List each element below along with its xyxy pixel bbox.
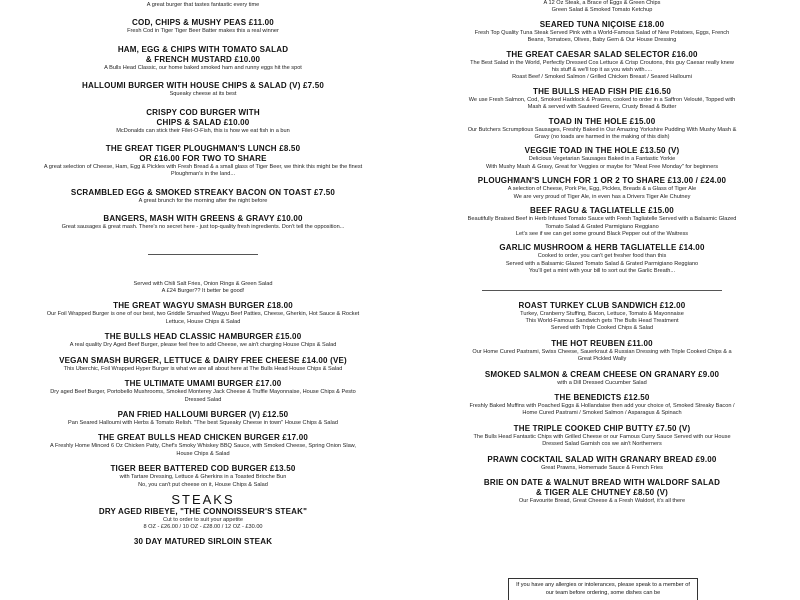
menu-item — [42, 332, 364, 349]
menu-item — [42, 18, 364, 35]
menu-item — [42, 464, 364, 489]
menu-item-description: Squeaky cheese at its best — [169, 91, 237, 98]
left-column — [42, 0, 364, 547]
menu-item-title: THE BULLS HEAD FISH PIE £16.50 — [532, 86, 672, 96]
menu-item-description: A real quality Dry Aged Beef Burger, please feel free to add Cheese, we ain't charging House Chips & Salad — [69, 342, 337, 349]
sandwiches-section — [466, 301, 738, 506]
section-divider — [482, 290, 722, 291]
menu-item-title: SMOKED SALMON & CREAM CHEESE ON GRANARY £9.00 — [484, 369, 720, 379]
menu-item-description: Fresh Cod in Tiger Tiger Beer Batter makes this a real winner — [127, 28, 279, 35]
menu-item — [42, 301, 364, 326]
menu-item — [466, 176, 738, 201]
menu-item — [466, 393, 738, 418]
menu-item-description: We use Fresh Salmon, Cod, Smoked Haddock & Prawns, cooked to order in a Saffron Velouté, Topped with Mash & served with Sauteed Greens, Crusty Bread & Butter — [468, 96, 736, 111]
menu-item-description: with Tartare Dressing, Lettuce & Gherkins in a Toasted Brioche Bun No, you can't put cheese on it, House Chips & Salad — [119, 474, 287, 488]
menu-item-description: Beautifully Braised Beef in Herb Infused Tomato Sauce with Fresh Tagliatelle Served with a Balsamic Glazed Tomato Salad & Grated Parmigiano Reggiano Let's see if we can get some ground Black Pepper out of the Waitress — [467, 216, 737, 237]
menu-item — [466, 20, 738, 45]
menu-item-description: Turkey, Cranberry Stuffing, Bacon, Lettuce, Tomato & Mayonnaise This World-Famous Sandwich gets The Bulls Head Treatment Served with Triple Cooked Chips & Salad — [520, 310, 684, 332]
menu-item-title: HAM, EGG & CHIPS WITH TOMATO SALAD & FRENCH MUSTARD £10.00 — [117, 44, 289, 64]
menu-item-description: A Bulls Head Classic, our home baked smoked ham and runny eggs hit the spot — [104, 64, 302, 71]
menu-item — [42, 108, 364, 135]
menu-item — [466, 424, 738, 449]
menu-item-description: Great Prawns, Homemade Sauce & French Fries — [541, 464, 663, 471]
menu-item-description: A selection of Cheese, Pork Pie, Egg, Pickles, Breads & a Glass of Tiger Ale We are very proud of Tiger Ale, in even has a Drivers Tiger Ale Chutney — [507, 186, 697, 200]
menu-item-description: Pan Seared Halloumi with Herbs & Tomato Relish. "The best Squeaky Cheese in town" House Chips & Salad — [67, 419, 339, 426]
menu-item-description: Fresh Top Quality Tuna Steak Served Pink with a World-Famous Salad of New Potatoes, Eggs, French Beans, Tomatoes, Olives, Baby Gem & Our House Dressing — [474, 29, 730, 44]
section-divider — [148, 254, 258, 255]
menu-item — [42, 214, 364, 231]
menu-item-description: The Best Salad in the World, Perfectly Dressed Cos Lettuce & Crisp Croutons, this guy Caesar really knew his stuff & we'll top it as you wish with..... Roast Beef / Smoked Salmon / Grilled Chicken Breast / Seared Halloumi — [470, 59, 734, 81]
menu-item-description: with a Dill Dressed Cucumber Salad — [557, 379, 647, 386]
menu-item-title: BANGERS, MASH WITH GREENS & GRAVY £10.00 — [103, 214, 303, 224]
menu-item — [466, 50, 738, 82]
menu-item-title: PLOUGHMAN'S LUNCH FOR 1 OR 2 TO SHARE £13.00 / £24.00 — [477, 176, 727, 186]
menu-item-description: A 12 Oz Steak, a Brace of Eggs & Green Chips Green Salad & Smoked Tomato Ketchup — [543, 0, 661, 14]
menu-item — [42, 81, 364, 98]
menu-item-title: THE GREAT CAESAR SALAD SELECTOR £16.00 — [506, 49, 698, 59]
menu-item-description: Our Home Cured Pastrami, Swiss Cheese, Sauerkraut & Russian Dressing with Triple Cooked Chips & a Great Pickled Wally — [472, 348, 732, 363]
menu-item-description: Our Butchers Scrumptious Sausages, Freshly Baked in Our Amazing Yorkshire Pudding With Mushy Mash & Gravy (no toads are harmed in the making of this dish) — [467, 126, 737, 141]
menu-item-description: Freshly Baked Muffins with Poached Eggs & Hollandaise then add your choice of, Smoked Streaky Bacon / Home Cured Pastrami / Smoked Salmon / Asparagus & Spinach — [469, 402, 735, 417]
left-top-section — [42, 0, 364, 232]
menu-item-title: GARLIC MUSHROOM & HERB TAGLIATELLE £14.00 — [499, 243, 705, 253]
menu-item-title: PRAWN COCKTAIL SALAD WITH GRANARY BREAD £9.00 — [487, 454, 717, 464]
menu-item-title: THE GREAT BULLS HEAD CHICKEN BURGER £17.00 — [97, 433, 309, 443]
menu-item-description: A great burger that tastes fantastic every time — [146, 2, 260, 8]
menu-item-title: THE GREAT WAGYU SMASH BURGER £18.00 — [113, 301, 293, 311]
menu-item — [42, 45, 364, 72]
menu-item-title: VEGGIE TOAD IN THE HOLE £13.50 (V) — [524, 146, 680, 156]
menu-item — [42, 2, 364, 9]
menu-item-title: SEARED TUNA NIÇOISE £18.00 — [539, 19, 665, 29]
menu-item-description: Our Foil Wrapped Burger is one of our best, two Griddle Smashed Wagyu Beef Patties, Cheese, Gherkin, Hot Sauce & Rocket Lettuce, House Chips & Salad — [46, 311, 360, 325]
menu-item-description: The Bulls Head Fantastic Chips with Grilled Cheese or our Famous Curry Sauce Served with our House Dressed Salad Garnish cos we ain't Northerners — [473, 433, 731, 448]
menu-item-description: This Uberchic, Foil Wrapped Hyper Burger is what we are all about here at The Bulls Head House Chips & Salad — [63, 365, 343, 372]
steaks-section — [42, 507, 364, 547]
menu-item — [42, 410, 364, 427]
menu-item — [466, 146, 738, 171]
menu-item-title: THE BULLS HEAD CLASSIC HAMBURGER £15.00 — [104, 332, 302, 342]
menu-item — [466, 339, 738, 364]
menu-item — [466, 0, 738, 15]
menu-item — [42, 379, 364, 404]
menu-item-title: TIGER BEER BATTERED COD BURGER £13.50 — [110, 464, 296, 474]
menu-item-title: HALLOUMI BURGER WITH HOUSE CHIPS & SALAD (V) £7.50 — [81, 81, 324, 91]
menu-item — [42, 433, 364, 458]
steaks-heading: STEAKS — [171, 491, 235, 507]
menu-item-title: VEGAN SMASH BURGER, LETTUCE & DAIRY FREE CHEESE £14.00 (VE) — [59, 355, 347, 365]
menu-item-title: SCRAMBLED EGG & SMOKED STREAKY BACON ON TOAST £7.50 — [70, 187, 336, 197]
menu-item-description: Delicious Vegetarian Sausages Baked in a Fantastic Yorkie With Mushy Mash & Gravy, Great for Veggies or maybe for "Meat Free Monday" for beginners — [485, 156, 719, 170]
menu-item-title: BRIE ON DATE & WALNUT BREAD WITH WALDORF SALAD & TIGER ALE CHUTNEY £8.50 (V) — [483, 478, 721, 497]
mains-section — [466, 0, 738, 276]
menu-item-title: TOAD IN THE HOLE £15.00 — [548, 116, 656, 126]
menu-item-description: Dry aged Beef Burger, Portobello Mushrooms, Smoked Monterey Jack Cheese & Truffle Mayonnaise, House Chips & Pesto Dressed Salad — [50, 389, 356, 403]
menu-item-description: Our Favourite Bread, Great Cheese & a Fresh Waldorf, it's all there — [518, 498, 686, 504]
menu-item-description: Great sausages & great mash. There's no secret here - just top-quality fresh ingredients. Don't tell the opposition... — [61, 224, 345, 231]
menu-item — [466, 370, 738, 387]
menu-item — [42, 356, 364, 373]
menu-item-description: Cut to order to suit your appetite 8 OZ - £26.00 / 10 OZ - £28.00 / 12 OZ - £30.00 — [143, 516, 263, 531]
menu-item — [42, 144, 364, 179]
menu-item-title: COD, CHIPS & MUSHY PEAS £11.00 — [132, 18, 274, 28]
menu-item-title: THE HOT REUBEN £11.00 — [551, 338, 653, 348]
menu-item-description: Cooked to order, you can't get fresher food than this Served with a Balsamic Glazed Tomato Salad & Grated Parmigiano Reggiano You'll get a mint with your bill to sort out the Garlic Breath... — [505, 253, 699, 275]
menu-item-description: A great selection of Cheese, Ham, Egg & Pickles with Fresh Bread & a small glass of Tiger Beer, we think this might be the finest Ploughman's in the land... — [43, 164, 363, 178]
menu-item — [466, 455, 738, 472]
menu-item-description: A great brunch for the morning after the night before — [138, 197, 268, 204]
menu-item — [42, 507, 364, 532]
menu-item-title: THE TRIPLE COOKED CHIP BUTTY £7.50 (V) — [513, 423, 691, 433]
menu-item-title: DRY AGED RIBEYE, "THE CONNOISSEUR'S STEAK" — [98, 506, 308, 516]
right-column — [466, 0, 738, 505]
menu-item-title: CRISPY COD BURGER WITH CHIPS & SALAD £10.00 — [146, 107, 260, 127]
menu-item — [466, 206, 738, 238]
menu-item — [42, 281, 364, 296]
allergy-notice: If you have any allergies or intolerances, please speak to a member of our team before ordering, some dishes can be — [508, 578, 698, 600]
menu-item-description: Served with Chili Salt Fries, Onion Rings & Green Salad A £24 Burger?? It better be good! — [133, 280, 273, 295]
menu-item — [466, 243, 738, 275]
menu-item-description: A Freshly Home Minced 6 Oz Chicken Patty, Chef's Smoky Whiskey BBQ Sauce, with Smoked Cheese, Spring Onion Slaw, House Chips & Salad — [50, 443, 356, 457]
menu-item — [466, 117, 738, 142]
menu-item-title: THE ULTIMATE UMAMI BURGER £17.00 — [124, 379, 282, 389]
menu-item — [466, 478, 738, 505]
menu-item-title: PAN FRIED HALLOUMI BURGER (V) £12.50 — [117, 409, 289, 419]
menu-item — [42, 188, 364, 205]
menu-item-title: BEEF RAGU & TAGLIATELLE £15.00 — [530, 206, 674, 216]
menu-item-title: ROAST TURKEY CLUB SANDWICH £12.00 — [518, 300, 686, 310]
menu-item-title: THE GREAT TIGER PLOUGHMAN'S LUNCH £8.50 OR £16.00 FOR TWO TO SHARE — [105, 144, 301, 164]
menu-item — [466, 301, 738, 333]
menu-item-title: 30 DAY MATURED SIRLOIN STEAK — [133, 536, 273, 546]
menu-item — [466, 87, 738, 112]
menu-item-title: THE BENEDICTS £12.50 — [554, 392, 650, 402]
menu-item — [42, 537, 364, 547]
menu-item-description: McDonalds can stick their Filet-O-Fish, this is how we eat fish in a bun — [116, 127, 290, 134]
burgers-section — [42, 281, 364, 489]
